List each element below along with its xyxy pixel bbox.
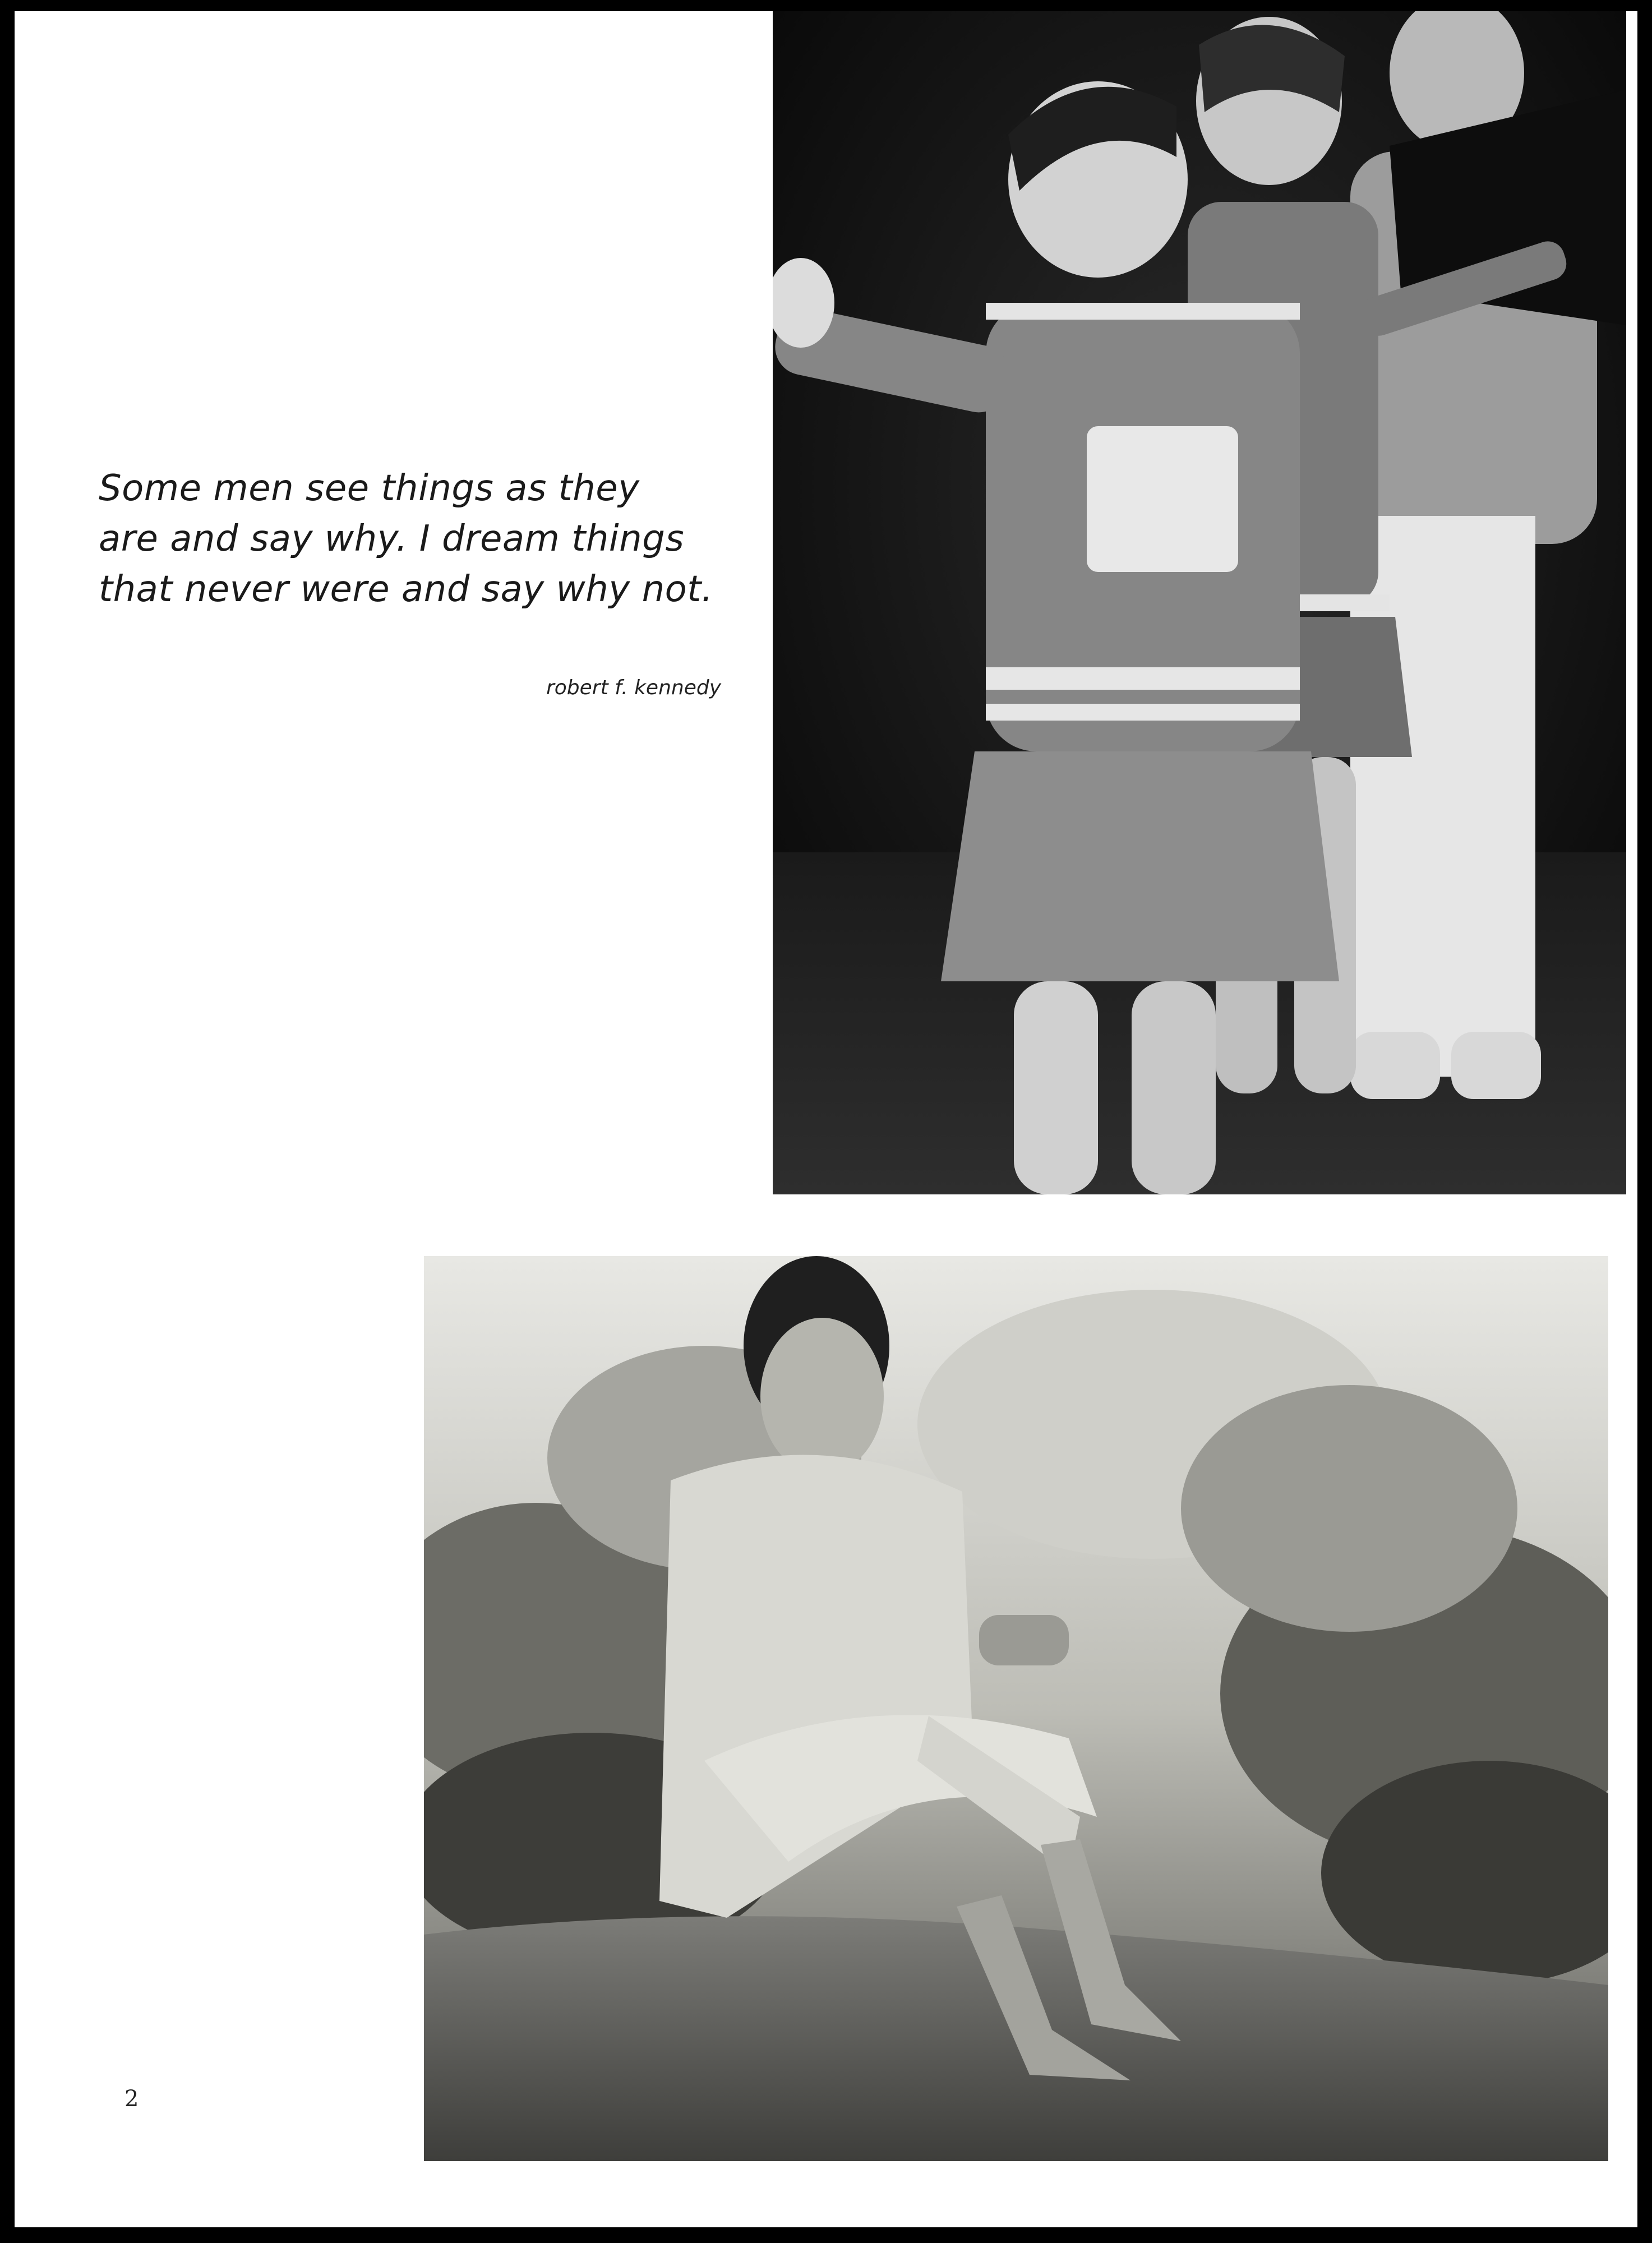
- quote-line-1: Some men see things as they: [99, 468, 640, 509]
- quote-text: [99, 463, 749, 615]
- quote-line-3: that never were and say why not.: [99, 569, 713, 610]
- page-number: 2: [124, 2086, 139, 2112]
- quote-line-2: are and say why. I dream things: [99, 518, 685, 560]
- quote-attribution: robert f. kennedy: [546, 676, 721, 699]
- cheerleaders-photo: [773, 11, 1626, 1194]
- yearbook-page: [15, 11, 1637, 2227]
- seated-man-photo: [424, 1256, 1608, 2161]
